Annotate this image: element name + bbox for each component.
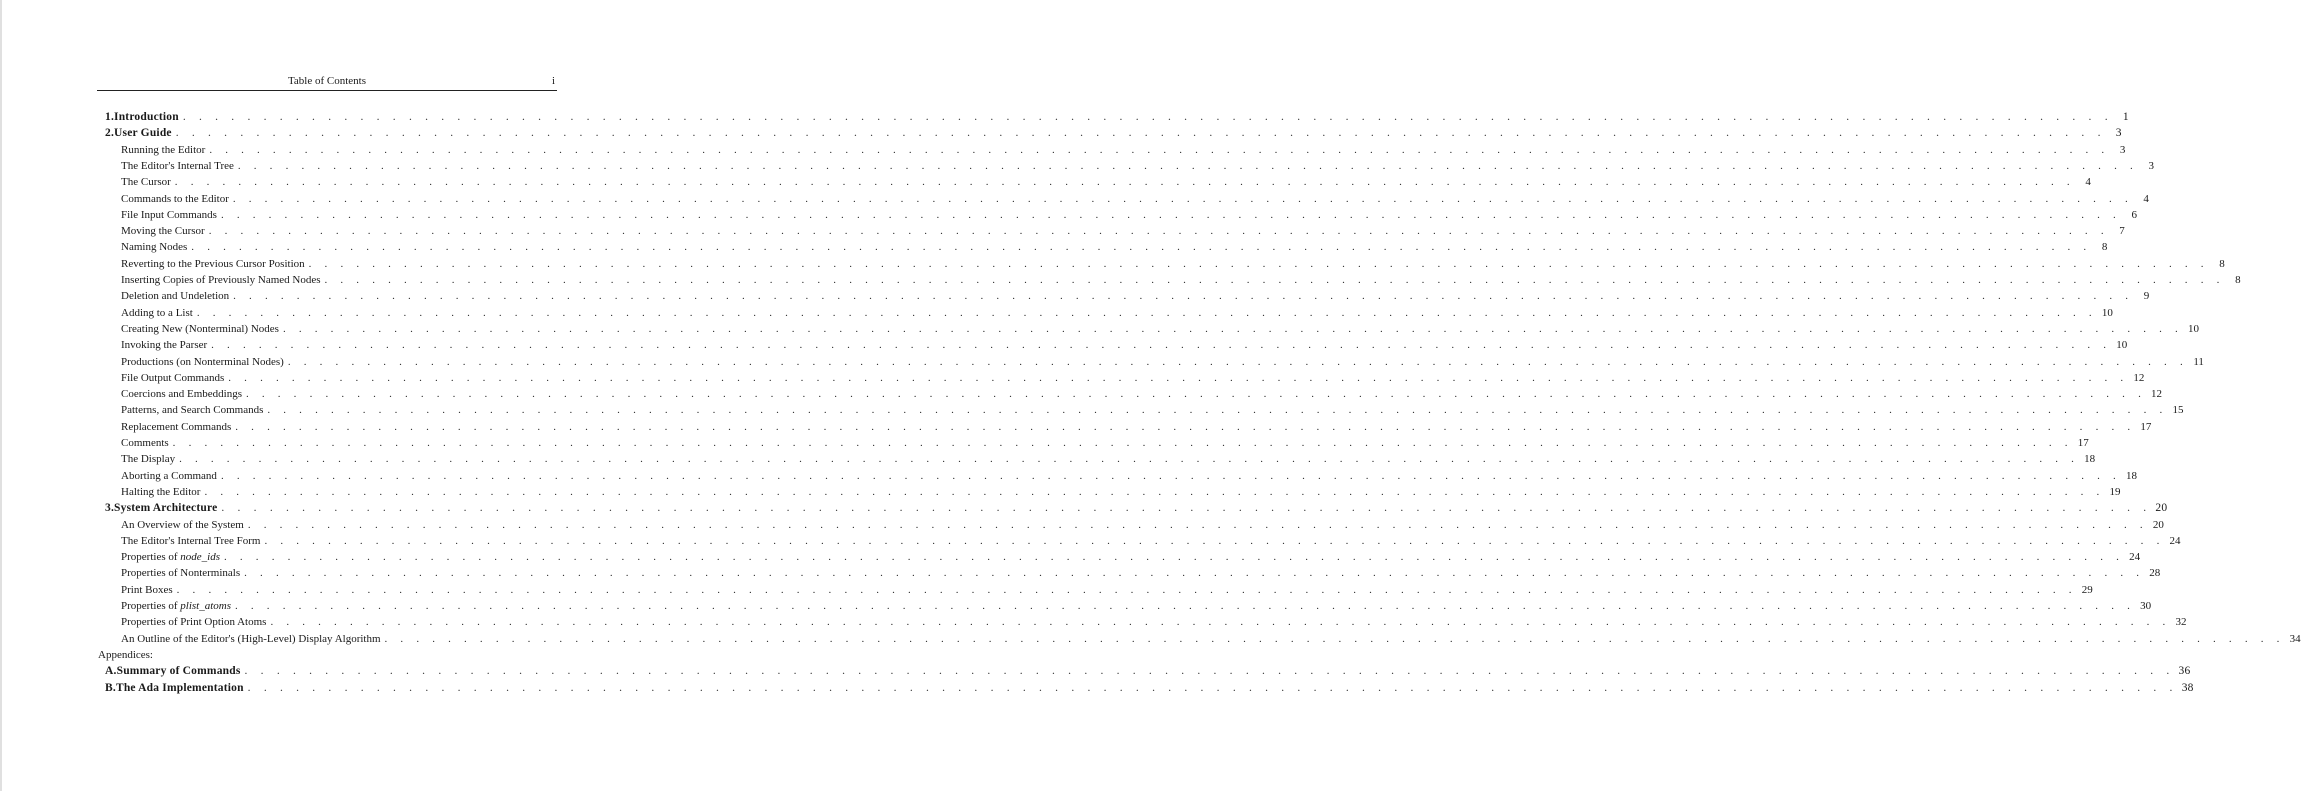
dot-leader: . . . . . . . . . . . . . . . . . . . . . . . . . . . . . . . . . . . . . . . . . . . . . . . . . . . . . . . . . . . . . . . . . . . . . . . . . . . . . . . . . . . . . . . . . . . . . . . . . . . . . . . . . . . . . . . . . . . . . . . . xyxy=(204,485,2105,498)
toc-chapter-entry[interactable] xyxy=(105,502,2168,518)
toc-entry-label: Print Boxes xyxy=(121,583,173,596)
toc-entry-page-number: 4 xyxy=(2143,192,2149,205)
dot-leader: . . . . . . . . . . . . . . . . . . . . . . . . . . . . . . . . . . . . . . . . . . . . . . . . . . . . . . . . . . . . . . . . . . . . . . . . . . . . . . . . . . . . . . . . . . . . . . . . . . . . . . . . . . . . . . . . . . . . . . . . xyxy=(232,192,2133,205)
toc-chapter-entry[interactable] xyxy=(105,111,2129,127)
toc-entry-page-number: 3 xyxy=(2115,127,2122,140)
toc-section-entry[interactable] xyxy=(121,176,2091,192)
toc-entry-label-text: Properties of xyxy=(121,551,181,564)
toc-chapter-entry[interactable] xyxy=(105,681,2194,698)
toc-entry-page-number: 8 xyxy=(2235,274,2241,286)
toc-entry-label: Replacement Commands xyxy=(121,420,232,433)
toc-entry-label: Invoking the Parser xyxy=(121,339,208,352)
toc-section-entry[interactable] xyxy=(121,437,2089,453)
dot-leader: . . . . . . . . . . . . . . . . . . . . . . . . . . . . . . . . . . . . . . . . . . . . . . . . . . . . . . . . . . . . . . . . . . . . . . . . . . . . . . . . . . . . . . . . . . . . . . . . . . . . . . . . . . . . . . . . . . . . . . . . xyxy=(308,257,2209,270)
page-header xyxy=(97,74,557,91)
toc-entry-label: The Editor's Internal Tree Form xyxy=(121,534,261,547)
toc-entry-page-number: 24 xyxy=(2129,551,2141,564)
toc-section-entry[interactable] xyxy=(121,616,2187,632)
toc-entry-label: Creating New (Nonterminal) Nodes xyxy=(121,322,279,335)
toc-entry-page-number: 7 xyxy=(2119,225,2125,238)
toc-section-entry[interactable] xyxy=(121,583,2093,600)
toc-entry-label: Summary of Commands xyxy=(116,665,241,678)
toc-chapter-entry[interactable] xyxy=(105,665,2191,681)
toc-entry-page-number: 34 xyxy=(2289,632,2301,645)
toc-section-entry[interactable] xyxy=(121,192,2149,209)
toc-entry-label: The Ada Implementation xyxy=(115,681,244,694)
toc-section-entry[interactable] xyxy=(121,469,2137,486)
toc-entry-page-number: 6 xyxy=(2131,208,2138,221)
toc-section-entry[interactable] xyxy=(121,404,2184,420)
toc-entry-page-number: 15 xyxy=(2172,404,2184,417)
toc-chapter-entry[interactable] xyxy=(105,127,2122,143)
toc-section-entry[interactable] xyxy=(121,420,2152,437)
toc-section-entry[interactable] xyxy=(121,290,2150,306)
toc-entry-page-number: 20 xyxy=(2152,518,2164,531)
toc-entry-page-number: 17 xyxy=(2140,420,2152,433)
toc-entry-page-number: 38 xyxy=(2181,681,2194,694)
toc-entry-page-number: 4 xyxy=(2085,176,2091,189)
toc-entry-label: The Display xyxy=(121,453,176,466)
toc-section-entry[interactable] xyxy=(121,371,2145,388)
toc-entry-number: 3. xyxy=(105,502,115,515)
toc-entry-page-number: 12 xyxy=(2133,371,2145,384)
toc-entry-label xyxy=(121,600,231,612)
toc-section-entry[interactable] xyxy=(121,567,2161,583)
toc-entry-label: Patterns, and Search Commands xyxy=(121,404,264,417)
dot-leader: . . . . . . . . . . . . . . . . . . . . . . . . . . . . . . . . . . . . . . . . . . . . . . . . . . . . . . . . . . . . . . . . . . . . . . . . . . . . . . . . . . . . . . . . . . . . . . . . . . . . . . . . . . . . . . . . . . . . . . . . xyxy=(208,225,2109,238)
toc-entry-label xyxy=(121,551,220,563)
toc-entry-page-number: 1 xyxy=(2122,111,2129,123)
toc-entry-label: Introduction xyxy=(114,111,179,123)
toc-entry-page-number: 19 xyxy=(2109,485,2121,498)
dot-leader: . . . . . . . . . . . . . . . . . . . . . . . . . . . . . . . . . . . . . . . . . . . . . . . . . . . . . . . . . . . . . . . . . . . . . . . . . . . . . . . . . . . . . . . . . . . . . . . . . . . . . . . . . . . . . . . . . . . . . . . . xyxy=(172,437,2073,449)
dot-leader: . . . . . . . . . . . . . . . . . . . . . . . . . . . . . . . . . . . . . . . . . . . . . . . . . . . . . . . . . . . . . . . . . . . . . . . . . . . . . . . . . . . . . . . . . . . . . . . . . . . . . . . . . . . . . . . . . . . . . . . . xyxy=(282,322,2183,335)
toc-section-entry[interactable] xyxy=(121,257,2225,274)
toc-section-entry[interactable] xyxy=(121,225,2125,241)
toc-entry-label: File Input Commands xyxy=(121,208,217,221)
toc-entry-label: Adding to a List xyxy=(121,306,193,319)
toc-entry-page-number: 10 xyxy=(2101,306,2113,319)
toc-entry-label: An Outline of the Editor's (High-Level) Display Algorithm xyxy=(121,632,381,645)
dot-leader: . . . . . . . . . . . . . . . . . . . . . . . . . . . . . . . . . . . . . . . . . . . . . . . . . . . . . . . . . . . . . . . . . . . . . . . . . . . . . . . . . . . . . . . . . . . . . . . . . . . . . . . . . . . . . . . . . . . . . . . . xyxy=(247,518,2148,531)
toc-section-entry[interactable] xyxy=(121,208,2138,225)
toc-entry-label: Productions (on Nonterminal Nodes) xyxy=(121,355,284,368)
toc-entry-page-number: 3 xyxy=(2119,143,2126,156)
toc-section-entry[interactable] xyxy=(121,339,2128,355)
dot-leader: . . . . . . . . . . . . . . . . . . . . . . . . . . . . . . . . . . . . . . . . . . . . . . . . . . . . . . . . . . . . . . . . . . . . . . . . . . . . . . . . . . . . . . . . . . . . . . . . . . . . . . . . . . . . . . . . . . . . . . . . xyxy=(384,632,2285,645)
toc-section-entry[interactable] xyxy=(121,274,2241,290)
toc-section-entry[interactable] xyxy=(121,518,2164,535)
toc-entry-label: System Architecture xyxy=(114,502,218,515)
dot-leader: . . . . . . . . . . . . . . . . . . . . . . . . . . . . . . . . . . . . . . . . . . . . . . . . . . . . . . . . . . . . . . . . . . . . . . . . . . . . . . . . . . . . . . . . . . . . . . . . . . . . . . . . . . . . . . . . . . . . . . . . xyxy=(221,502,2152,515)
toc-entry-page-number: 36 xyxy=(2178,665,2191,678)
toc-entry-page-number: 18 xyxy=(2084,453,2096,466)
toc-section-entry[interactable] xyxy=(121,632,2301,649)
dot-leader: . . . . . . . . . . . . . . . . . . . . . . . . . . . . . . . . . . . . . . . . . . . . . . . . . . . . . . . . . . . . . . . . . . . . . . . . . . . . . . . . . . . . . . . . . . . . . . . . . . . . . . . . . . . . . . . . . . . . . . . . xyxy=(209,143,2110,156)
dot-leader: . . . . . . . . . . . . . . . . . . . . . . . . . . . . . . . . . . . . . . . . . . . . . . . . . . . . . . . . . . . . . . . . . . . . . . . . . . . . . . . . . . . . . . . . . . . . . . . . . . . . . . . . . . . . . . . . . . . . . . . . xyxy=(176,583,2077,596)
toc-entry-page-number: 8 xyxy=(2101,241,2108,254)
toc-entry-label: The Editor's Internal Tree xyxy=(121,159,234,172)
toc-entry-page-number: 8 xyxy=(2219,257,2225,270)
toc-entry-page-number: 24 xyxy=(2169,534,2181,547)
toc-section-entry[interactable] xyxy=(121,600,2152,616)
toc-entry-page-number: 29 xyxy=(2081,583,2093,596)
dot-leader: . . . . . . . . . . . . . . . . . . . . . . . . . . . . . . . . . . . . . . . . . . . . . . . . . . . . . . . . . . . . . . . . . . . . . . . . . . . . . . . . . . . . . . . . . . . . . . . . . . . . . . . . . . . . . . . . . . . . . . . . xyxy=(220,208,2122,221)
toc-entry-label: Halting the Editor xyxy=(121,485,201,498)
toc-entry-label: Commands to the Editor xyxy=(121,192,229,205)
toc-section-entry[interactable] xyxy=(121,551,2141,567)
dot-leader: . . . . . . . . . . . . . . . . . . . . . . . . . . . . . . . . . . . . . . . . . . . . . . . . . . . . . . . . . . . . . . . . . . . . . . . . . . . . . . . . . . . . . . . . . . . . . . . . . . . . . . . . . . . . . . . . . . . . . . . . xyxy=(211,339,2112,352)
toc-entry-label: Naming Nodes xyxy=(121,241,188,254)
dot-leader: . . . . . . . . . . . . . . . . . . . . . . . . . . . . . . . . . . . . . . . . . . . . . . . . . . . . . . . . . . . . . . . . . . . . . . . . . . . . . . . . . . . . . . . . . . . . . . . . . . . . . . . . . . . . . . . . . . . . . . . . xyxy=(237,159,2138,172)
toc-section-entry[interactable] xyxy=(121,534,2181,551)
toc-section-entry[interactable] xyxy=(121,241,2108,257)
dot-leader: . . . . . . . . . . . . . . . . . . . . . . . . . . . . . . . . . . . . . . . . . . . . . . . . . . . . . . . . . . . . . . . . . . . . . . . . . . . . . . . . . . . . . . . . . . . . . . . . . . . . . . . . . . . . . . . . . . . . . . . . xyxy=(175,127,2106,140)
toc-section-entry[interactable] xyxy=(121,388,2163,404)
dot-leader: . . . . . . . . . . . . . . . . . . . . . . . . . . . . . . . . . . . . . . . . . . . . . . . . . . . . . . . . . . . . . . . . . . . . . . . . . . . . . . . . . . . . . . . . . . . . . . . . . . . . . . . . . . . . . . . . . . . . . . . . xyxy=(324,274,2225,286)
toc-entry-page-number: 10 xyxy=(2188,322,2199,335)
toc-entry-label: Properties of Print Option Atoms xyxy=(121,616,267,629)
dot-leader: . . . . . . . . . . . . . . . . . . . . . . . . . . . . . . . . . . . . . . . . . . . . . . . . . . . . . . . . . . . . . . . . . . . . . . . . . . . . . . . . . . . . . . . . . . . . . . . . . . . . . . . . . . . . . . . . . . . . . . . . xyxy=(174,176,2075,189)
dot-leader: . . . . . . . . . . . . . . . . . . . . . . . . . . . . . . . . . . . . . . . . . . . . . . . . . . . . . . . . . . . . . . . . . . . . . . . . . . . . . . . . . . . . . . . . . . . . . . . . . . . . . . . . . . . . . . . . . . . . . . . . xyxy=(233,290,2134,303)
dot-leader: . . . . . . . . . . . . . . . . . . . . . . . . . . . . . . . . . . . . . . . . . . . . . . . . . . . . . . . . . . . . . . . . . . . . . . . . . . . . . . . . . . . . . . . . . . . . . . . . . . . . . . . . . . . . . . . . . . . . . . . . xyxy=(179,453,2080,466)
toc-section-entry[interactable] xyxy=(121,485,2121,502)
toc-entry-page-number: 10 xyxy=(2116,339,2128,352)
page-edge-shadow xyxy=(0,0,2,791)
dot-leader: . . . . . . . . . . . . . . . . . . . . . . . . . . . . . . . . . . . . . . . . . . . . . . . . . . . . . . . . . . . . . . . . . . . . . . . . . . . . . . . . . . . . . . . . . . . . . . . . . . . . . . . . . . . . . . . . . . . . . . . . xyxy=(235,420,2136,433)
dot-leader: . . . . . . . . . . . . . . . . . . . . . . . . . . . . . . . . . . . . . . . . . . . . . . . . . . . . . . . . . . . . . . . . . . . . . . . . . . . . . . . . . . . . . . . . . . . . . . . . . . . . . . . . . . . . . . . . . . . . . . . . xyxy=(247,681,2178,694)
toc-entry-label: Running the Editor xyxy=(121,143,206,156)
dot-leader: . . . . . . . . . . . . . . . . . . . . . . . . . . . . . . . . . . . . . . . . . . . . . . . . . . . . . . . . . . . . . . . . . . . . . . . . . . . . . . . . . . . . . . . . . . . . . . . . . . . . . . . . . . . . . . . . . . . . . . . . xyxy=(228,371,2129,384)
dot-leader: . . . . . . . . . . . . . . . . . . . . . . . . . . . . . . . . . . . . . . . . . . . . . . . . . . . . . . . . . . . . . . . . . . . . . . . . . . . . . . . . . . . . . . . . . . . . . . . . . . . . . . . . . . . . . . . . . . . . . . . . xyxy=(235,600,2136,612)
toc-entry-number: B. xyxy=(105,681,116,694)
toc-entry-page-number: 18 xyxy=(2126,469,2137,482)
toc-entry-label: Deletion and Undeletion xyxy=(121,290,230,303)
dot-leader: . . . . . . . . . . . . . . . . . . . . . . . . . . . . . . . . . . . . . . . . . . . . . . . . . . . . . . . . . . . . . . . . . . . . . . . . . . . . . . . . . . . . . . . . . . . . . . . . . . . . . . . . . . . . . . . . . . . . . . . . xyxy=(245,388,2147,401)
toc-section-entry[interactable] xyxy=(121,322,2199,339)
toc-entry-label: Properties of Nonterminals xyxy=(121,567,241,580)
toc-entry-label: Moving the Cursor xyxy=(121,225,205,238)
toc-entry-label-italic: plist_atoms xyxy=(180,600,231,612)
toc-entry-number: 1. xyxy=(105,111,115,123)
dot-leader: . . . . . . . . . . . . . . . . . . . . . . . . . . . . . . . . . . . . . . . . . . . . . . . . . . . . . . . . . . . . . . . . . . . . . . . . . . . . . . . . . . . . . . . . . . . . . . . . . . . . . . . . . . . . . . . . . . . . . . . . xyxy=(270,616,2171,629)
toc-entry-page-number: 17 xyxy=(2077,437,2089,449)
toc-section-entry[interactable] xyxy=(121,355,2204,372)
toc-entry-page-number: 11 xyxy=(2193,355,2204,368)
toc-entry-label-italic: node_ids xyxy=(180,551,220,564)
toc-entry-label: Inserting Copies of Previously Named Nodes xyxy=(121,274,321,286)
dot-leader: . . . . . . . . . . . . . . . . . . . . . . . . . . . . . . . . . . . . . . . . . . . . . . . . . . . . . . . . . . . . . . . . . . . . . . . . . . . . . . . . . . . . . . . . . . . . . . . . . . . . . . . . . . . . . . . . . . . . . . . . xyxy=(287,355,2188,368)
toc-section-entry[interactable] xyxy=(121,453,2096,469)
toc-section-entry[interactable] xyxy=(121,306,2113,323)
dot-leader: . . . . . . . . . . . . . . . . . . . . . . . . . . . . . . . . . . . . . . . . . . . . . . . . . . . . . . . . . . . . . . . . . . . . . . . . . . . . . . . . . . . . . . . . . . . . . . . . . . . . . . . . . . . . . . . . . . . . . . . . xyxy=(220,469,2121,482)
toc-entry-label-text: Properties of xyxy=(121,600,181,612)
toc-entry-label: User Guide xyxy=(114,127,172,140)
dot-leader: . . . . . . . . . . . . . . . . . . . . . . . . . . . . . . . . . . . . . . . . . . . . . . . . . . . . . . . . . . . . . . . . . . . . . . . . . . . . . . . . . . . . . . . . . . . . . . . . . . . . . . . . . . . . . . . . . . . . . . . . xyxy=(264,534,2165,547)
toc-entry-page-number: 9 xyxy=(2143,290,2150,303)
dot-leader: . . . . . . . . . . . . . . . . . . . . . . . . . . . . . . . . . . . . . . . . . . . . . . . . . . . . . . . . . . . . . . . . . . . . . . . . . . . . . . . . . . . . . . . . . . . . . . . . . . . . . . . . . . . . . . . . . . . . . . . . xyxy=(196,306,2097,319)
toc-entry-page-number: 20 xyxy=(2155,502,2168,515)
dot-leader: . . . . . . . . . . . . . . . . . . . . . . . . . . . . . . . . . . . . . . . . . . . . . . . . . . . . . . . . . . . . . . . . . . . . . . . . . . . . . . . . . . . . . . . . . . . . . . . . . . . . . . . . . . . . . . . . . . . . . . . . xyxy=(267,404,2168,417)
toc-entry-label: Comments xyxy=(121,437,169,449)
page-title: Table of Contents xyxy=(287,75,367,87)
page-number: i xyxy=(551,75,555,87)
toc-entry-number: A. xyxy=(105,665,117,678)
appendices-heading: Appendices: xyxy=(98,648,153,661)
toc-entry-number: 2. xyxy=(105,127,115,140)
toc-section-entry[interactable] xyxy=(121,159,2154,176)
toc-entry-label: An Overview of the System xyxy=(121,518,244,531)
dot-leader: . . . . . . . . . . . . . . . . . . . . . . . . . . . . . . . . . . . . . . . . . . . . . . . . . . . . . . . . . . . . . . . . . . . . . . . . . . . . . . . . . . . . . . . . . . . . . . . . . . . . . . . . . . . . . . . . . . . . . . . . xyxy=(191,241,2092,254)
dot-leader: . . . . . . . . . . . . . . . . . . . . . . . . . . . . . . . . . . . . . . . . . . . . . . . . . . . . . . . . . . . . . . . . . . . . . . . . . . . . . . . . . . . . . . . . . . . . . . . . . . . . . . . . . . . . . . . . . . . . . . . . xyxy=(224,551,2125,564)
toc-entry-label: File Output Commands xyxy=(121,371,225,384)
toc-entry-label: Reverting to the Previous Cursor Position xyxy=(121,257,305,270)
toc-entry-page-number: 32 xyxy=(2175,616,2187,629)
toc-entry-label: Coercions and Embeddings xyxy=(121,388,242,401)
dot-leader: . . . . . . . . . . . . . . . . . . . . . . . . . . . . . . . . . . . . . . . . . . . . . . . . . . . . . . . . . . . . . . . . . . . . . . . . . . . . . . . . . . . . . . . . . . . . . . . . . . . . . . . . . . . . . . . . . . . . . . . . xyxy=(244,665,2175,678)
toc-entry-page-number: 3 xyxy=(2148,159,2154,172)
toc-entry-page-number: 30 xyxy=(2140,600,2152,612)
dot-leader: . . . . . . . . . . . . . . . . . . . . . . . . . . . . . . . . . . . . . . . . . . . . . . . . . . . . . . . . . . . . . . . . . . . . . . . . . . . . . . . . . . . . . . . . . . . . . . . . . . . . . . . . . . . . . . . . . . . . . . . . xyxy=(244,567,2145,580)
toc-entry-label: Aborting a Command xyxy=(121,469,217,482)
toc-entry-label: The Cursor xyxy=(121,176,171,189)
toc-entry-page-number: 12 xyxy=(2151,388,2163,401)
dot-leader: . . . . . . . . . . . . . . . . . . . . . . . . . . . . . . . . . . . . . . . . . . . . . . . . . . . . . . . . . . . . . . . . . . . . . . . . . . . . . . . . . . . . . . . . . . . . . . . . . . . . . . . . . . . . . . . . . . . . . . . . xyxy=(182,111,2113,123)
toc-section-entry[interactable] xyxy=(121,143,2126,160)
toc-entry-page-number: 28 xyxy=(2149,567,2161,580)
